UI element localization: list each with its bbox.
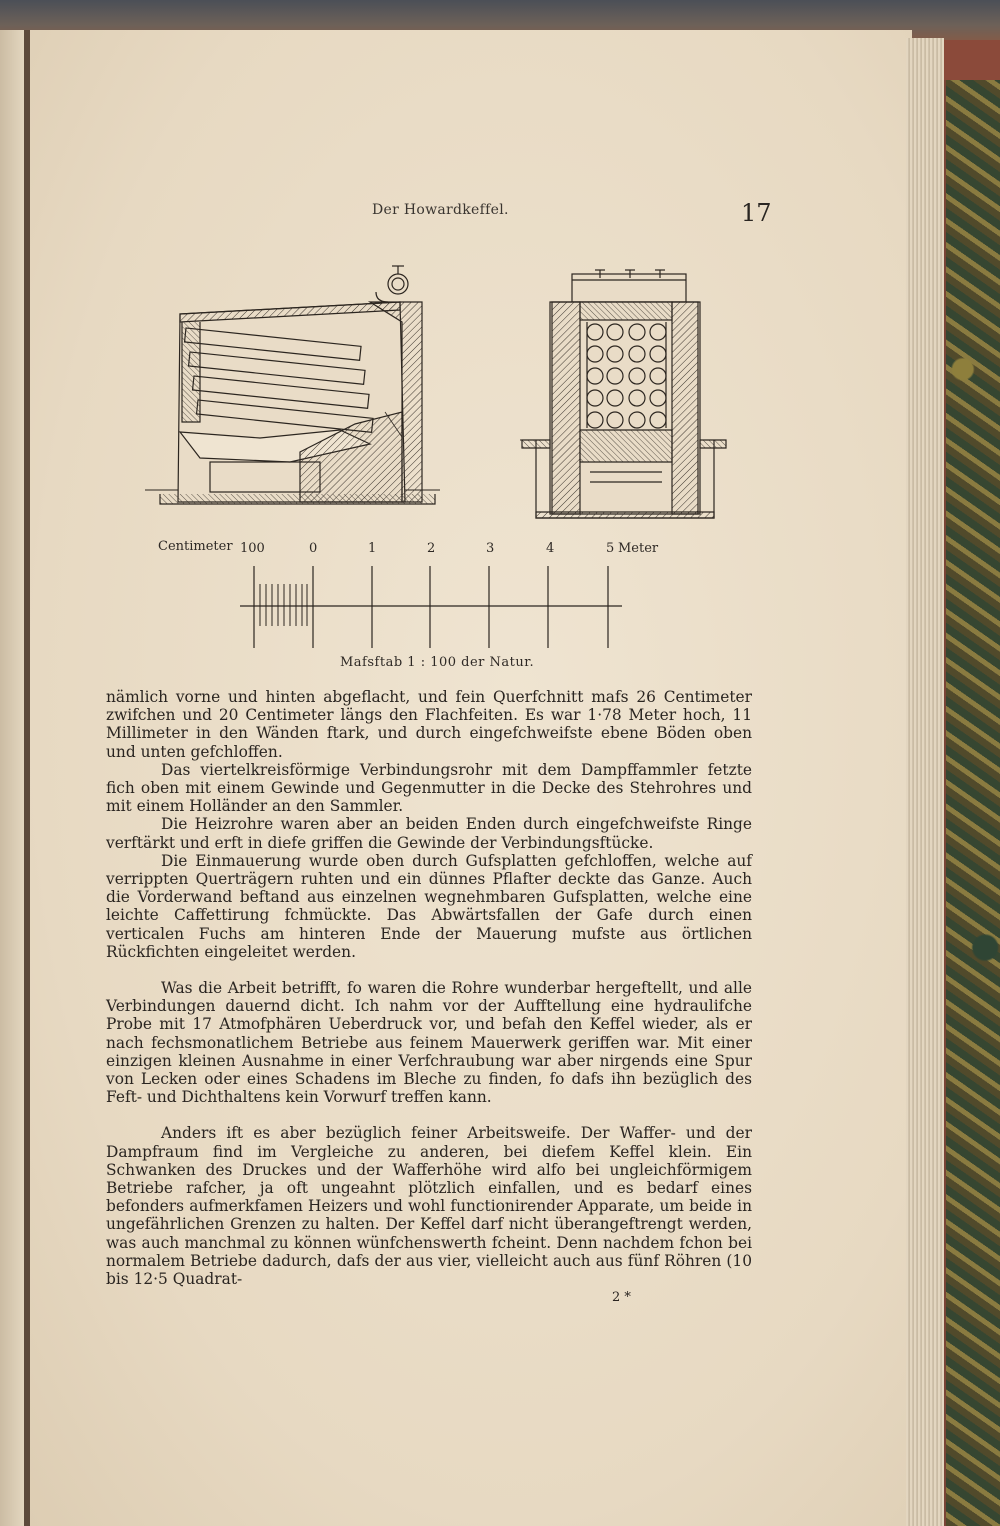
scale-tick-label: 3 [486, 541, 495, 556]
scale-tick-label: 1 [368, 541, 377, 556]
left-page-edge [0, 30, 26, 1526]
paragraph: Die Einmauerung wurde oben durch Gufsplatten gefchloffen, welche auf verrippten Querträgern ruhten und ein dünnes Pflafter deckte das Ganze. Auch die Vorderwand beftand aus einzelnen wegnehmbaren Gufsplatten, welche eine leichte Caffettirung fchmückte. Das Abwärtsfallen der Gafe durch einen verticalen Fuchs am hinteren Ende der Mauerung mufste aus örtlichen Rückfichten eingeleitet werden. [106, 851, 752, 961]
page-block-edges [906, 38, 944, 1526]
page-number: 17 [741, 199, 772, 227]
scale-unit-right: Meter [618, 541, 659, 556]
paragraph: Was die Arbeit betrifft, fo waren die Rohre wunderbar hergeftellt, und alle Verbindungen dauernd dicht. Ich nahm vor der Aufftellung eine hydraulifche Probe mit 17 Atmofphären Ueberdruck vor, und befah den Keffel wieder, als er nach fechsmonatlichem Betriebe aus feinem Mauerwerk geriffen war. Mit einer einzigen kleinen Ausnahme in einer Verfchraubung war aber nirgends eine Spur von Lecken oder eines Schadens im Bleche zu finden, fo dafs ihn bezüglich des Feft- und Dichthaltens kein Vorwurf treffen kann. [106, 979, 752, 1107]
marbled-cover [944, 80, 1000, 1526]
paragraph: Das viertelkreisförmige Verbindungsrohr mit dem Dampffammler fetzte fich oben mit einem Gewinde und Gegenmutter in die Decke des Stehrohres und mit einem Holländer an den Sammler. [106, 760, 752, 816]
paragraph: nämlich vorne und hinten abgeflacht, und fein Querfchnitt mafs 26 Centimeter zwifchen und 20 Centimeter längs den Flachfeiten. Es war 1·78 Meter hoch, 11 Millimeter in den Wänden ftark, und durch eingefchweifste ebene Böden oben und unten gefchloffen. [106, 688, 752, 761]
paragraph: Anders ift es aber bezüglich feiner Arbeitsweife. Der Waffer- und der Dampfraum find im Vergleiche zu anderen, bei diefem Keffel klein. Ein Schwanken des Druckes und der Wafferhöhe wird alfo bei ungleichförmigem Betriebe rafcher, ja oft ungeahnt plötzlich einfallen, und es bedarf eines befonders aufmerkfamen Heizers und wohl functionirender Apparate, um beide in ungefährlichen Grenzen zu halten. Der Keffel darf nicht überangeftrengt werden, was auch manchmal zu können wünfchenswerth fcheint. Denn nachdem fchon bei normalem Betriebe dadurch, dafs der aus vier, vielleicht auch aus fünf Röhren (10 bis 12·5 Quadrat- [106, 1124, 752, 1289]
scale-caption: Mafsftab 1 : 100 der Natur. [340, 655, 535, 670]
scale-tick-label: 2 [427, 541, 436, 556]
signature-mark: 2 * [612, 1290, 631, 1305]
scale-unit-left: Centimeter [158, 539, 233, 554]
cross-section [520, 270, 726, 518]
scale-tick-label: 0 [309, 541, 318, 556]
scale-tick-label: 4 [546, 541, 555, 556]
scale-tick-label: 100 [240, 541, 265, 556]
cover-corner [944, 40, 1000, 84]
scale-tick-label: 5 [606, 541, 615, 556]
longitudinal-section [145, 266, 440, 504]
running-head: Der Howardkeffel. [372, 202, 509, 218]
paragraph: Die Heizrohre waren aber an beiden Enden durch eingefchweifste Ringe verftärkt und erft in diefe griffen die Gewinde der Verbindungsftücke. [106, 815, 752, 852]
scale-bar [230, 560, 630, 655]
body-text [106, 688, 752, 1288]
